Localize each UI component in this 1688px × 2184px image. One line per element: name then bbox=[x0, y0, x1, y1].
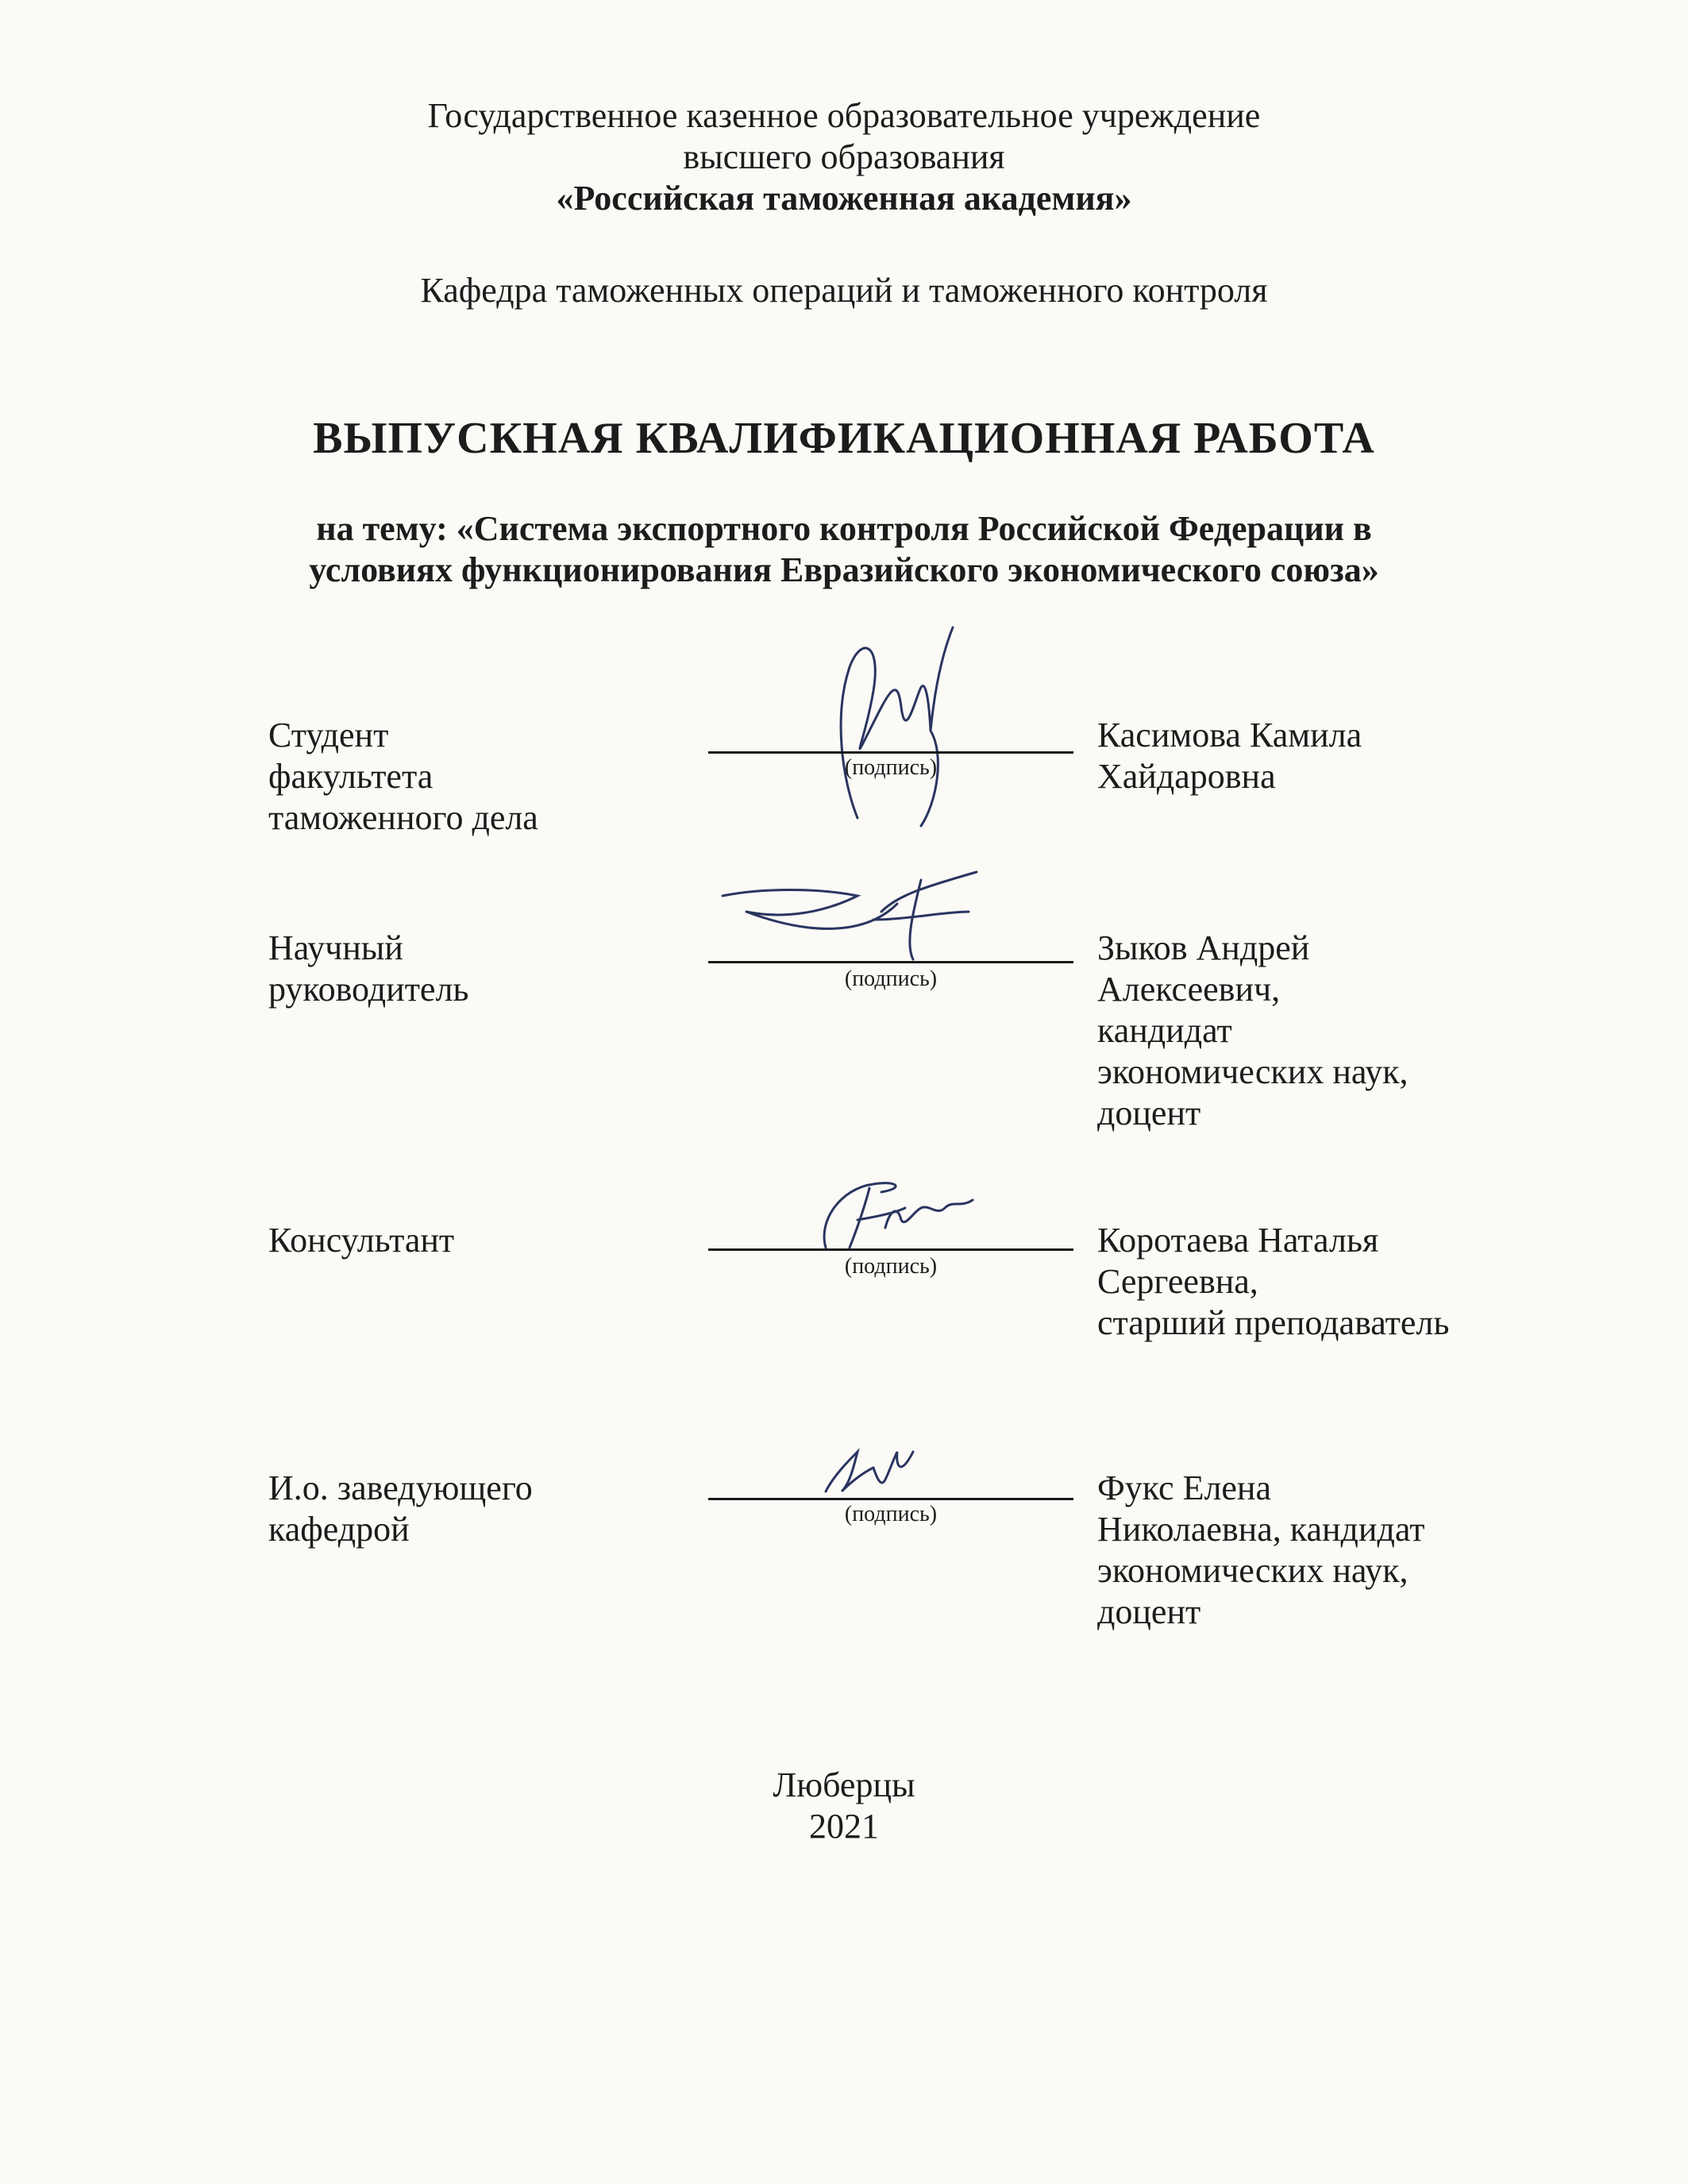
name-line: Николаевна, кандидат bbox=[1097, 1510, 1425, 1549]
signature-line bbox=[708, 751, 1073, 754]
handwritten-signature bbox=[826, 619, 1000, 842]
role-line: Студент bbox=[268, 716, 389, 754]
name-line: Коротаева Наталья bbox=[1097, 1221, 1379, 1260]
signature-caption: (подпись) bbox=[844, 967, 938, 991]
city: Люберцы bbox=[773, 1765, 915, 1804]
name-line: Алексеевич, bbox=[1097, 970, 1281, 1009]
topic-line-2: условиях функционирования Евразийского экономического союза» bbox=[309, 550, 1379, 589]
handwritten-signature bbox=[715, 864, 1000, 975]
role-line: факультета bbox=[268, 757, 434, 796]
role-line: И.о. заведующего bbox=[268, 1468, 533, 1507]
name-line: Хайдаровна bbox=[1097, 757, 1276, 796]
role-label bbox=[268, 928, 468, 1010]
document-title: ВЫПУСКНАЯ КВАЛИФИКАЦИОННАЯ РАБОТА bbox=[313, 414, 1375, 463]
topic-line-1: на тему: «Система экспортного контроля Российской Федерации в bbox=[316, 509, 1372, 548]
role-line: руководитель bbox=[268, 970, 469, 1009]
year: 2021 bbox=[809, 1807, 879, 1846]
academy-name: «Российская таможенная академия» bbox=[556, 179, 1132, 218]
name-line: экономических наук, bbox=[1097, 1052, 1409, 1091]
role-label bbox=[268, 1220, 454, 1261]
name-line: Сергеевна, bbox=[1097, 1262, 1258, 1301]
name-line: доцент bbox=[1097, 1592, 1201, 1631]
signature-caption: (подпись) bbox=[844, 1254, 938, 1279]
name-line: доцент bbox=[1097, 1094, 1201, 1133]
signature-line bbox=[708, 961, 1073, 963]
signature-caption: (подпись) bbox=[844, 755, 938, 780]
name-line: экономических наук, bbox=[1097, 1551, 1409, 1590]
person-name bbox=[1097, 1468, 1424, 1633]
name-line: кандидат bbox=[1097, 1011, 1232, 1050]
institution-header bbox=[0, 95, 1688, 219]
header-line-1: Государственное казенное образовательное учреждение bbox=[427, 96, 1261, 135]
role-line: Консультант bbox=[268, 1221, 455, 1260]
role-label bbox=[268, 1468, 533, 1550]
thesis-topic bbox=[0, 508, 1688, 591]
handwritten-signature bbox=[810, 1172, 985, 1260]
name-line: Фукс Елена bbox=[1097, 1468, 1272, 1507]
role-line: Научный bbox=[268, 928, 403, 967]
header-line-2: высшего образования bbox=[683, 137, 1005, 176]
signature-caption: (подпись) bbox=[844, 1502, 938, 1526]
name-line: Касимова Камила bbox=[1097, 716, 1362, 754]
department-name: Кафедра таможенных операций и таможенного контроля bbox=[420, 271, 1268, 310]
person-name bbox=[1097, 1220, 1449, 1344]
person-name bbox=[1097, 715, 1362, 797]
role-line: кафедрой bbox=[268, 1510, 410, 1549]
person-name bbox=[1097, 928, 1409, 1134]
role-label bbox=[268, 715, 538, 839]
signature-line bbox=[708, 1248, 1073, 1251]
role-line: таможенного дела bbox=[268, 798, 538, 837]
name-line: старший преподаватель bbox=[1097, 1303, 1450, 1342]
signature-line bbox=[708, 1498, 1073, 1500]
name-line: Зыков Андрей bbox=[1097, 928, 1310, 967]
place-and-year bbox=[0, 1765, 1688, 1847]
